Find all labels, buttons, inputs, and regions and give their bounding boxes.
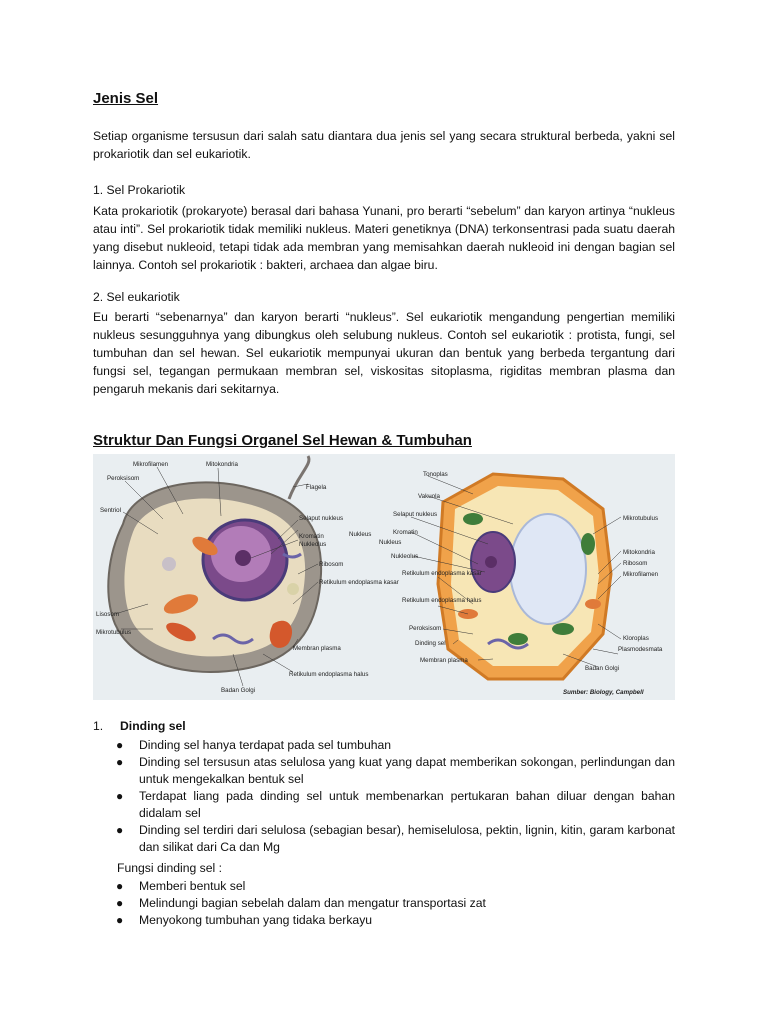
cell-diagram [93, 454, 675, 700]
list-item: ● Terdapat liang pada dinding sel untuk membenarkan pertukaran bahan diluar dengan bahan didalam sel [116, 789, 675, 820]
bullet-icon: ● [116, 879, 124, 893]
label-mikrotubulus: Mikrotubulus [96, 629, 132, 636]
list-item: ● Dinding sel terdiri dari selulosa (sebagian besar), hemiselulosa, pektin, lignin, kitin, garam karbonat dan silikat dari Ca dan Mg [116, 823, 675, 854]
bullet-icon: ● [116, 789, 124, 803]
animal-cell-illustration [108, 456, 321, 672]
label-plant-selaput-nukleus: Selaput nukleus [393, 511, 438, 518]
intro-paragraph: Setiap organisme tersusun dari salah satu diantara dua jenis sel yang secara struktural berbeda, yakni sel prokariotik dan sel eukariotik. [93, 129, 675, 161]
label-selaput-nukleus: Selaput nukleus [299, 515, 344, 522]
bullet-icon: ● [116, 823, 124, 837]
label-dinding-sel: Dinding sel [415, 640, 446, 647]
label-plant-membran-plasma: Membran plasma [420, 657, 468, 664]
list-item: ● Memberi bentuk sel [116, 879, 246, 893]
label-vakuola: Vakuola [418, 493, 440, 500]
list-number: 1. [93, 719, 104, 733]
label-plant-peroksisom: Peroksisom [409, 625, 442, 632]
label-flagela: Flagela [306, 484, 327, 491]
section-eukariotik-heading: 2. Sel eukariotik [93, 290, 180, 304]
bullet-icon: ● [116, 738, 124, 752]
label-reh: Retikulum endoplasma halus [289, 671, 369, 678]
bullet-icon: ● [116, 755, 124, 769]
label-plant-nukleus: Nukleus [379, 539, 402, 546]
label-plant-ribosom: Ribosom [623, 560, 648, 567]
bullet-icon: ● [116, 896, 124, 910]
figure-title: Struktur Dan Fungsi Organel Sel Hewan & Tumbuhan [93, 432, 472, 449]
label-plant-nukleolus: Nukleolus [391, 553, 419, 560]
label-mikrofilamen: Mikrofilamen [133, 461, 169, 468]
label-nukleus: Nukleus [349, 531, 372, 538]
section-prokariotik-text: Kata prokariotik (prokaryote) berasal dari bahasa Yunani, pro berarti “sebelum” dan karyon artinya “nukleus atau inti”. Sel prokariotik tidak memiliki nukleus. Materi genetiknya (DNA) terkonsentrasi pada suatu daerah yang disebut nukleoid, tetapi tidak ada membran yang memisahkan daerah nukleoid ini dengan bagian sel lainnya. Contoh sel prokariotik : bakteri, archaea dan algae biru. [93, 204, 675, 272]
label-badan-golgi: Badan Golgi [221, 687, 256, 694]
label-plant-mikrofilamen: Mikrofilamen [623, 571, 659, 578]
label-kloroplas: Kloroplas [623, 635, 649, 642]
section-eukariotik-text: Eu berarti “sebenarnya” dan karyon berarti “nukleus”. Sel eukariotik mengandung pengertian memiliki nukleus sesungguhnya yang dibungkus oleh selubung nukleus. Contoh sel eukariotik : protista, fungi, sel tumbuhan dan sel hewan. Sel eukariotik mempunyai ukuran dan bentuk yang berbeda tergantung dari fungsi sel, tegangan permukaan membran sel, viskositas sitoplasma, rigiditas membran plasma dan pengaruh mekanis dari sekitarnya. [93, 310, 675, 396]
label-peroksisom: Peroksisom [107, 475, 140, 482]
list-item: ● Melindungi bagian sebelah dalam dan mengatur transportasi zat [116, 896, 486, 910]
section-prokariotik-heading: 1. Sel Prokariotik [93, 183, 186, 197]
bullet-icon: ● [116, 913, 124, 927]
label-ribosom: Ribosom [319, 561, 344, 568]
label-tonoplas: Tonoplas [423, 471, 448, 478]
label-plant-kromatin: Kromatin [393, 529, 418, 536]
label-membran-plasma: Membran plasma [293, 645, 341, 652]
list-item: ● Dinding sel hanya terdapat pada sel tumbuhan [116, 738, 392, 752]
label-kromatin: Kromatin [299, 533, 324, 540]
label-nukleolus: Nukleolus [299, 541, 327, 548]
list-heading-text: Dinding sel [120, 719, 186, 733]
fungsi-heading: Fungsi dinding sel : [117, 861, 223, 875]
list-heading [93, 719, 186, 733]
label-plant-badan-golgi: Badan Golgi [585, 665, 620, 672]
label-plant-mikrotubulus: Mikrotubulus [623, 515, 659, 522]
label-mitokondria: Mitokondria [206, 461, 238, 468]
dinding-sel-list [93, 737, 675, 856]
label-rek: Retikulum endoplasma kasar [319, 579, 399, 586]
figure-source: Sumber: Biology, Campbell [563, 689, 644, 696]
label-sentriol: Sentriol [100, 507, 121, 514]
label-plant-mitokondria: Mitokondria [623, 549, 655, 556]
label-plasmodesmata: Plasmodesmata [618, 646, 663, 653]
cell-diagram-figure [93, 454, 675, 700]
list-item: ● Dinding sel tersusun atas selulosa yang kuat yang dapat memberikan sokongan, perlindungan dan untuk mengekalkan bentuk sel [116, 755, 675, 786]
fungsi-list [93, 878, 675, 929]
label-plant-reh: Retikulum endoplasma halus [402, 597, 482, 604]
list-item: ● Menyokong tumbuhan yang tidaka berkayu [116, 913, 373, 927]
label-lisosom: Lisosom [96, 611, 120, 618]
page-title: Jenis Sel [93, 90, 159, 107]
label-plant-rek: Retikulum endoplasma kasar [402, 570, 482, 577]
